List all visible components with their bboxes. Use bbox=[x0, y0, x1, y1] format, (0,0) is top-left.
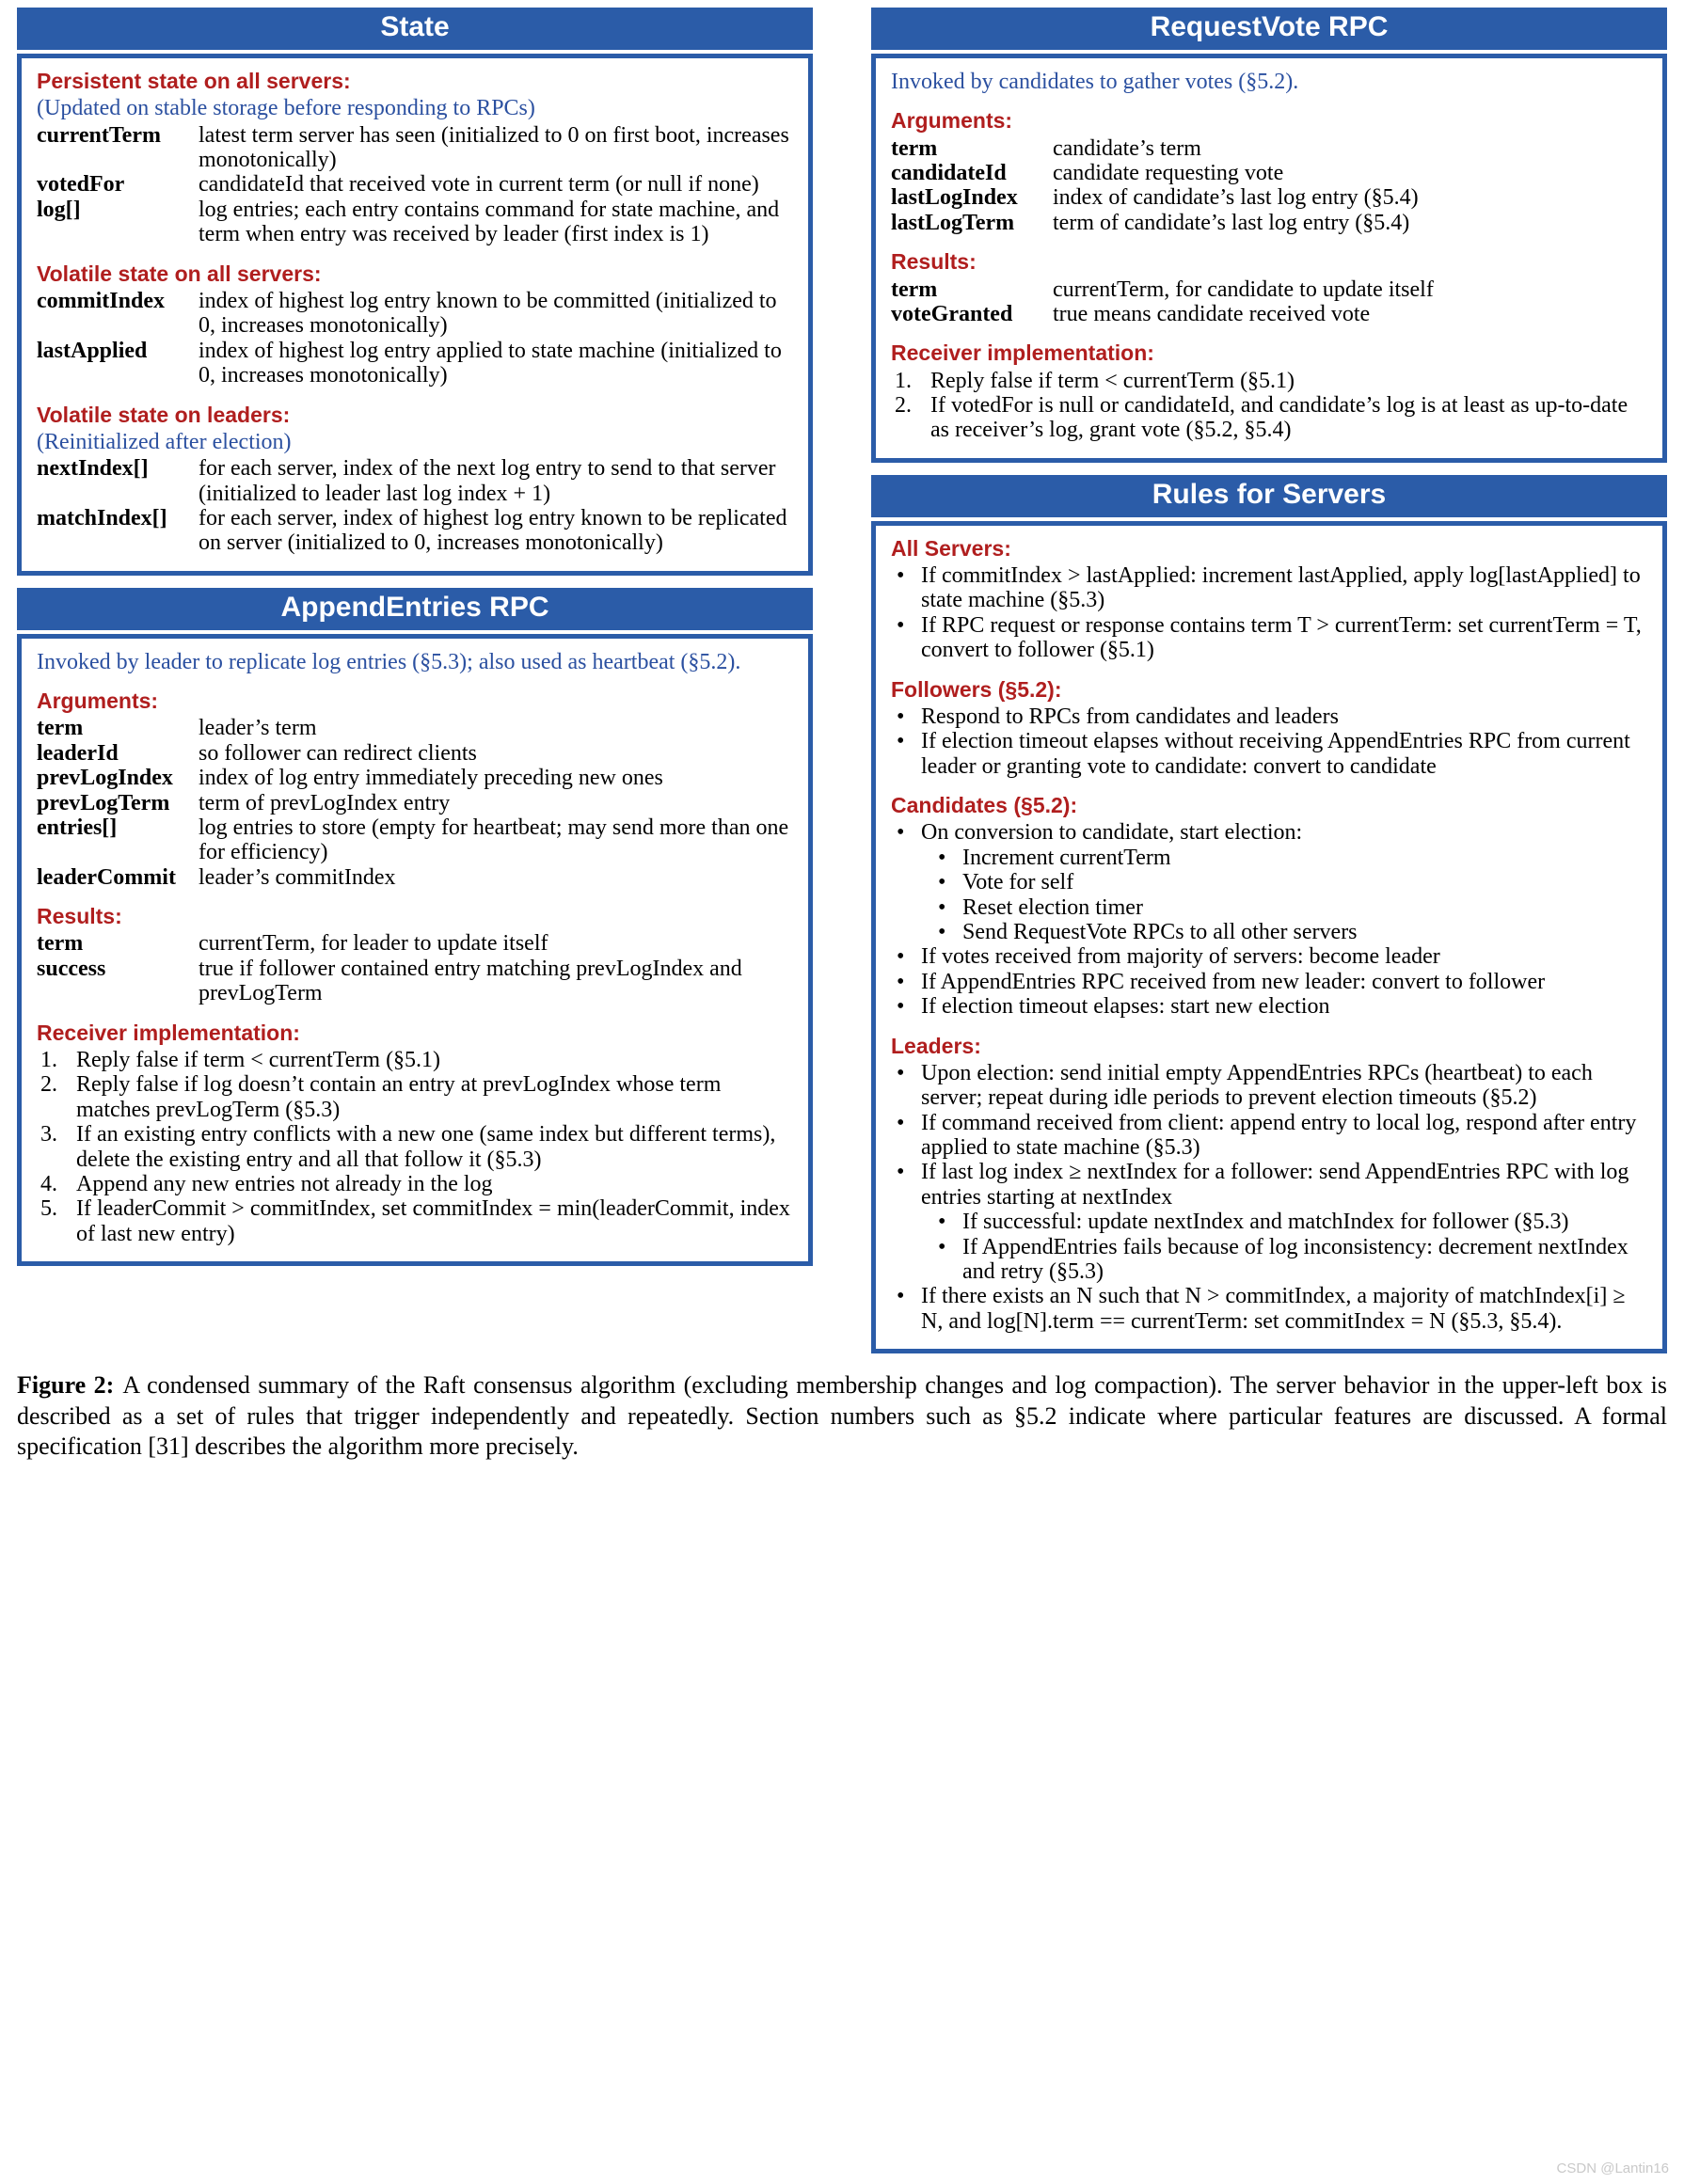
bullet-item bbox=[891, 944, 1647, 969]
kv-row bbox=[891, 211, 1647, 235]
kv-key: matchIndex[] bbox=[37, 505, 167, 530]
kv-table bbox=[891, 136, 1647, 236]
item-text: If votedFor is null or candidateId, and candidate’s log is at least as up-to-date as receiver’s log, grant vote (§5.2, §5.4) bbox=[930, 393, 1628, 443]
kv-key: term bbox=[37, 931, 84, 957]
section-heading: Arguments: bbox=[37, 688, 159, 714]
bullet-text: If commitIndex > lastApplied: increment lastApplied, apply log[lastApplied] to state machine (§5.3) bbox=[921, 563, 1641, 613]
bullet-item bbox=[891, 704, 1647, 729]
kv-key: term bbox=[891, 135, 938, 161]
sub-bullet-item bbox=[932, 1210, 1647, 1234]
kv-row bbox=[37, 791, 793, 815]
item-number: 5. bbox=[40, 1196, 57, 1222]
kv-key: lastApplied bbox=[37, 338, 148, 363]
kv-row bbox=[37, 931, 793, 956]
item-number: 1. bbox=[40, 1047, 57, 1072]
numbered-list bbox=[37, 1048, 793, 1246]
item-text: If leaderCommit > commitIndex, set commitIndex = min(leaderCommit, index of last new entry) bbox=[76, 1196, 790, 1246]
watermark: CSDN @Lantin16 bbox=[1556, 2160, 1669, 2176]
item-text: Reply false if term < currentTerm (§5.1) bbox=[930, 368, 1295, 393]
bullet-icon: • bbox=[897, 563, 905, 589]
kv-value: log entries; each entry contains command for state machine, and term when entry was received by leader (first index is 1) bbox=[199, 197, 780, 247]
item-text: If an existing entry conflicts with a new one (same index but different terms), delete the existing entry and all that follow it (§5.3) bbox=[76, 1122, 776, 1172]
section-heading: Receiver implementation: bbox=[891, 340, 1154, 366]
kv-value: so follower can redirect clients bbox=[199, 740, 477, 766]
box-body bbox=[17, 634, 813, 1266]
numbered-item bbox=[37, 1122, 793, 1172]
section-heading: Results: bbox=[37, 904, 122, 929]
item-text: Reply false if log doesn’t contain an entry at prevLogIndex whose term matches prevLogTerm (§5.3) bbox=[76, 1072, 722, 1122]
section-note: (Reinitialized after election) bbox=[37, 429, 292, 454]
kv-value: index of candidate’s last log entry (§5.4) bbox=[1053, 185, 1419, 211]
section-heading: Persistent state on all servers: bbox=[37, 69, 351, 93]
right-column bbox=[871, 8, 1667, 1353]
sub-bullet-item bbox=[932, 1235, 1647, 1285]
section-note: Invoked by leader to replicate log entries (§5.3); also used as heartbeat (§5.2). bbox=[37, 649, 741, 674]
kv-row bbox=[891, 136, 1647, 161]
figure-columns bbox=[17, 8, 1667, 1353]
kv-table bbox=[891, 277, 1647, 327]
bullet-text: If election timeout elapses without receiving AppendEntries RPC from current leader or granting vote to candidate: convert to candidate bbox=[921, 729, 1630, 779]
item-number: 4. bbox=[40, 1171, 57, 1196]
sub-bullet-item bbox=[932, 846, 1647, 870]
bullet-text: If there exists an N such that N > commitIndex, a majority of matchIndex[i] ≥ N, and log[N].term == currentTerm: set commitIndex = N (§5.3, §5.4). bbox=[921, 1284, 1626, 1334]
bullet-item bbox=[891, 1160, 1647, 1210]
item-number: 3. bbox=[40, 1122, 57, 1147]
bullet-icon: • bbox=[938, 1234, 946, 1259]
bullet-icon: • bbox=[897, 729, 905, 754]
kv-key: success bbox=[37, 956, 106, 981]
kv-value: candidate’s term bbox=[1053, 135, 1201, 161]
item-number: 2. bbox=[895, 393, 912, 419]
bullet-icon: • bbox=[897, 1110, 905, 1135]
sub-bullet-item bbox=[932, 895, 1647, 920]
kv-value: currentTerm, for candidate to update itself bbox=[1053, 277, 1434, 302]
sub-bullet-item bbox=[932, 920, 1647, 944]
bullet-icon: • bbox=[897, 994, 905, 1020]
bullet-icon: • bbox=[938, 1210, 946, 1235]
kv-row bbox=[37, 865, 793, 890]
section-note: Invoked by candidates to gather votes (§5.2). bbox=[891, 70, 1299, 94]
bullet-list bbox=[891, 704, 1647, 779]
item-number: 1. bbox=[895, 368, 912, 393]
bullet-item bbox=[891, 1284, 1647, 1334]
kv-value: leader’s commitIndex bbox=[199, 864, 396, 890]
bullet-text: Respond to RPCs from candidates and leaders bbox=[921, 704, 1339, 729]
caption-text: A condensed summary of the Raft consensus algorithm (excluding membership changes and log compaction). The server behavior in the upper-left box is described as a set of rules that trigger independently and repeatedly. Section numbers such as §5.2 indicate where particular features are discussed. A formal specification [31] describes the algorithm more precisely. bbox=[17, 1371, 1667, 1461]
kv-row bbox=[37, 123, 793, 173]
kv-key: leaderCommit bbox=[37, 864, 176, 890]
box-title: RequestVote RPC bbox=[871, 8, 1667, 50]
box-title: AppendEntries RPC bbox=[17, 588, 813, 630]
section-heading: Followers (§5.2): bbox=[891, 676, 1062, 702]
bullet-icon: • bbox=[938, 845, 946, 870]
kv-table bbox=[37, 456, 793, 556]
kv-row bbox=[37, 716, 793, 740]
kv-key: prevLogTerm bbox=[37, 790, 170, 815]
bullet-icon: • bbox=[897, 944, 905, 970]
kv-row bbox=[37, 456, 793, 506]
left-column bbox=[17, 8, 813, 1266]
section-heading: Volatile state on all servers: bbox=[37, 261, 322, 286]
kv-value: leader’s term bbox=[199, 716, 317, 741]
kv-table bbox=[37, 123, 793, 247]
bullet-text: Increment currentTerm bbox=[962, 845, 1171, 870]
kv-row bbox=[37, 289, 793, 339]
bullet-item bbox=[891, 729, 1647, 779]
bullet-icon: • bbox=[897, 612, 905, 638]
bullet-item bbox=[891, 613, 1647, 663]
kv-value: index of log entry immediately preceding new ones bbox=[199, 766, 663, 791]
kv-key: prevLogIndex bbox=[37, 766, 173, 791]
kv-row bbox=[37, 339, 793, 388]
kv-value: term of candidate’s last log entry (§5.4) bbox=[1053, 210, 1410, 235]
item-text: Append any new entries not already in the log bbox=[76, 1171, 493, 1196]
bullet-text: If AppendEntries fails because of log inconsistency: decrement nextIndex and retry (§5.3) bbox=[962, 1234, 1628, 1284]
kv-value: index of highest log entry applied to state machine (initialized to 0, increases monotonically) bbox=[199, 338, 782, 388]
bullet-list bbox=[891, 1061, 1647, 1334]
bullet-list bbox=[891, 820, 1647, 1019]
section-note: (Updated on stable storage before responding to RPCs) bbox=[37, 96, 535, 121]
kv-table bbox=[37, 716, 793, 890]
bullet-icon: • bbox=[897, 1284, 905, 1309]
numbered-item bbox=[37, 1072, 793, 1122]
kv-table bbox=[37, 289, 793, 388]
appendentries-rpc-box bbox=[17, 588, 813, 1266]
kv-value: true means candidate received vote bbox=[1053, 301, 1371, 326]
kv-key: term bbox=[37, 716, 84, 741]
requestvote-rpc-box bbox=[871, 8, 1667, 463]
kv-value: currentTerm, for leader to update itself bbox=[199, 931, 548, 957]
kv-row bbox=[37, 957, 793, 1006]
section-heading: Receiver implementation: bbox=[37, 1020, 300, 1045]
numbered-list bbox=[891, 369, 1647, 443]
kv-row bbox=[891, 277, 1647, 302]
box-body bbox=[871, 54, 1667, 463]
section-heading: Results: bbox=[891, 249, 977, 275]
item-text: Reply false if term < currentTerm (§5.1) bbox=[76, 1047, 441, 1072]
bullet-text: If command received from client: append entry to local log, respond after entry applied to state machine (§5.3) bbox=[921, 1110, 1637, 1161]
box-body bbox=[17, 54, 813, 576]
kv-row bbox=[891, 185, 1647, 210]
bullet-text: If successful: update nextIndex and matchIndex for follower (§5.3) bbox=[962, 1210, 1569, 1235]
bullet-icon: • bbox=[897, 969, 905, 994]
kv-value: candidateId that received vote in current term (or null if none) bbox=[199, 172, 759, 198]
bullet-icon: • bbox=[938, 919, 946, 944]
kv-table bbox=[37, 931, 793, 1005]
bullet-text: Send RequestVote RPCs to all other servers bbox=[962, 919, 1358, 944]
numbered-item bbox=[37, 1196, 793, 1246]
bullet-text: If election timeout elapses: start new election bbox=[921, 994, 1330, 1020]
section-heading: Arguments: bbox=[891, 108, 1013, 134]
kv-key: nextIndex[] bbox=[37, 456, 149, 482]
kv-row bbox=[891, 161, 1647, 185]
sub-bullet-item bbox=[932, 870, 1647, 894]
bullet-item bbox=[891, 994, 1647, 1019]
kv-key: lastLogIndex bbox=[891, 185, 1018, 211]
caption-label: Figure 2: bbox=[17, 1371, 115, 1400]
kv-key: leaderId bbox=[37, 740, 119, 766]
numbered-item bbox=[37, 1172, 793, 1196]
kv-key: term bbox=[891, 277, 938, 302]
bullet-icon: • bbox=[897, 820, 905, 846]
numbered-item bbox=[37, 1048, 793, 1072]
bullet-icon: • bbox=[897, 1160, 905, 1185]
kv-key: log[] bbox=[37, 197, 81, 222]
bullet-text: If AppendEntries RPC received from new leader: convert to follower bbox=[921, 969, 1546, 994]
kv-value: term of prevLogIndex entry bbox=[199, 790, 451, 815]
bullet-icon: • bbox=[938, 894, 946, 920]
figure-caption bbox=[17, 1370, 1667, 1463]
kv-value: for each server, index of the next log entry to send to that server (initialized to leader last log index + 1) bbox=[199, 456, 776, 506]
bullet-list bbox=[891, 563, 1647, 663]
kv-row bbox=[891, 302, 1647, 326]
item-number: 2. bbox=[40, 1072, 57, 1098]
kv-row bbox=[37, 815, 793, 865]
numbered-item bbox=[891, 393, 1647, 443]
bullet-text: Reset election timer bbox=[962, 894, 1143, 920]
kv-key: voteGranted bbox=[891, 301, 1013, 326]
box-title: State bbox=[17, 8, 813, 50]
bullet-text: Upon election: send initial empty AppendEntries RPCs (heartbeat) to each server; repeat during idle periods to prevent election timeouts (§5.2) bbox=[921, 1060, 1593, 1111]
bullet-item bbox=[891, 820, 1647, 845]
section-heading: Leaders: bbox=[891, 1033, 981, 1058]
bullet-text: If last log index ≥ nextIndex for a follower: send AppendEntries RPC with log entries starting at nextIndex bbox=[921, 1160, 1629, 1210]
kv-value: candidate requesting vote bbox=[1053, 161, 1284, 186]
bullet-item bbox=[891, 563, 1647, 613]
kv-row bbox=[37, 766, 793, 790]
bullet-item bbox=[891, 1061, 1647, 1111]
section-heading: All Servers: bbox=[891, 535, 1011, 561]
kv-value: log entries to store (empty for heartbeat; may send more than one for efficiency) bbox=[199, 815, 789, 865]
bullet-icon: • bbox=[938, 870, 946, 895]
kv-key: candidateId bbox=[891, 161, 1007, 186]
kv-key: commitIndex bbox=[37, 288, 165, 313]
bullet-item bbox=[891, 1111, 1647, 1161]
rules-for-servers-box bbox=[871, 475, 1667, 1353]
kv-value: index of highest log entry known to be committed (initialized to 0, increases monotonically) bbox=[199, 288, 777, 339]
kv-key: currentTerm bbox=[37, 122, 161, 148]
section-heading: Candidates (§5.2): bbox=[891, 793, 1078, 818]
kv-row bbox=[37, 506, 793, 556]
kv-row bbox=[37, 198, 793, 247]
kv-row bbox=[37, 172, 793, 197]
bullet-item bbox=[891, 970, 1647, 994]
bullet-text: If RPC request or response contains term T > currentTerm: set currentTerm = T, convert to follower (§5.1) bbox=[921, 612, 1642, 663]
kv-value: latest term server has seen (initialized to 0 on first boot, increases monotonically) bbox=[199, 122, 789, 173]
box-body bbox=[871, 521, 1667, 1353]
kv-value: for each server, index of highest log entry known to be replicated on server (initialized to 0, increases monotonically) bbox=[199, 505, 787, 556]
kv-key: entries[] bbox=[37, 815, 118, 840]
kv-key: votedFor bbox=[37, 172, 125, 198]
box-title: Rules for Servers bbox=[871, 475, 1667, 517]
numbered-item bbox=[891, 369, 1647, 393]
kv-key: lastLogTerm bbox=[891, 210, 1015, 235]
bullet-text: Vote for self bbox=[962, 870, 1074, 895]
kv-row bbox=[37, 741, 793, 766]
bullet-icon: • bbox=[897, 704, 905, 729]
bullet-text: On conversion to candidate, start election: bbox=[921, 820, 1303, 846]
kv-value: true if follower contained entry matching prevLogIndex and prevLogTerm bbox=[199, 956, 742, 1006]
bullet-text: If votes received from majority of servers: become leader bbox=[921, 944, 1440, 970]
state-box bbox=[17, 8, 813, 576]
section-heading: Volatile state on leaders: bbox=[37, 402, 291, 427]
bullet-icon: • bbox=[897, 1060, 905, 1085]
